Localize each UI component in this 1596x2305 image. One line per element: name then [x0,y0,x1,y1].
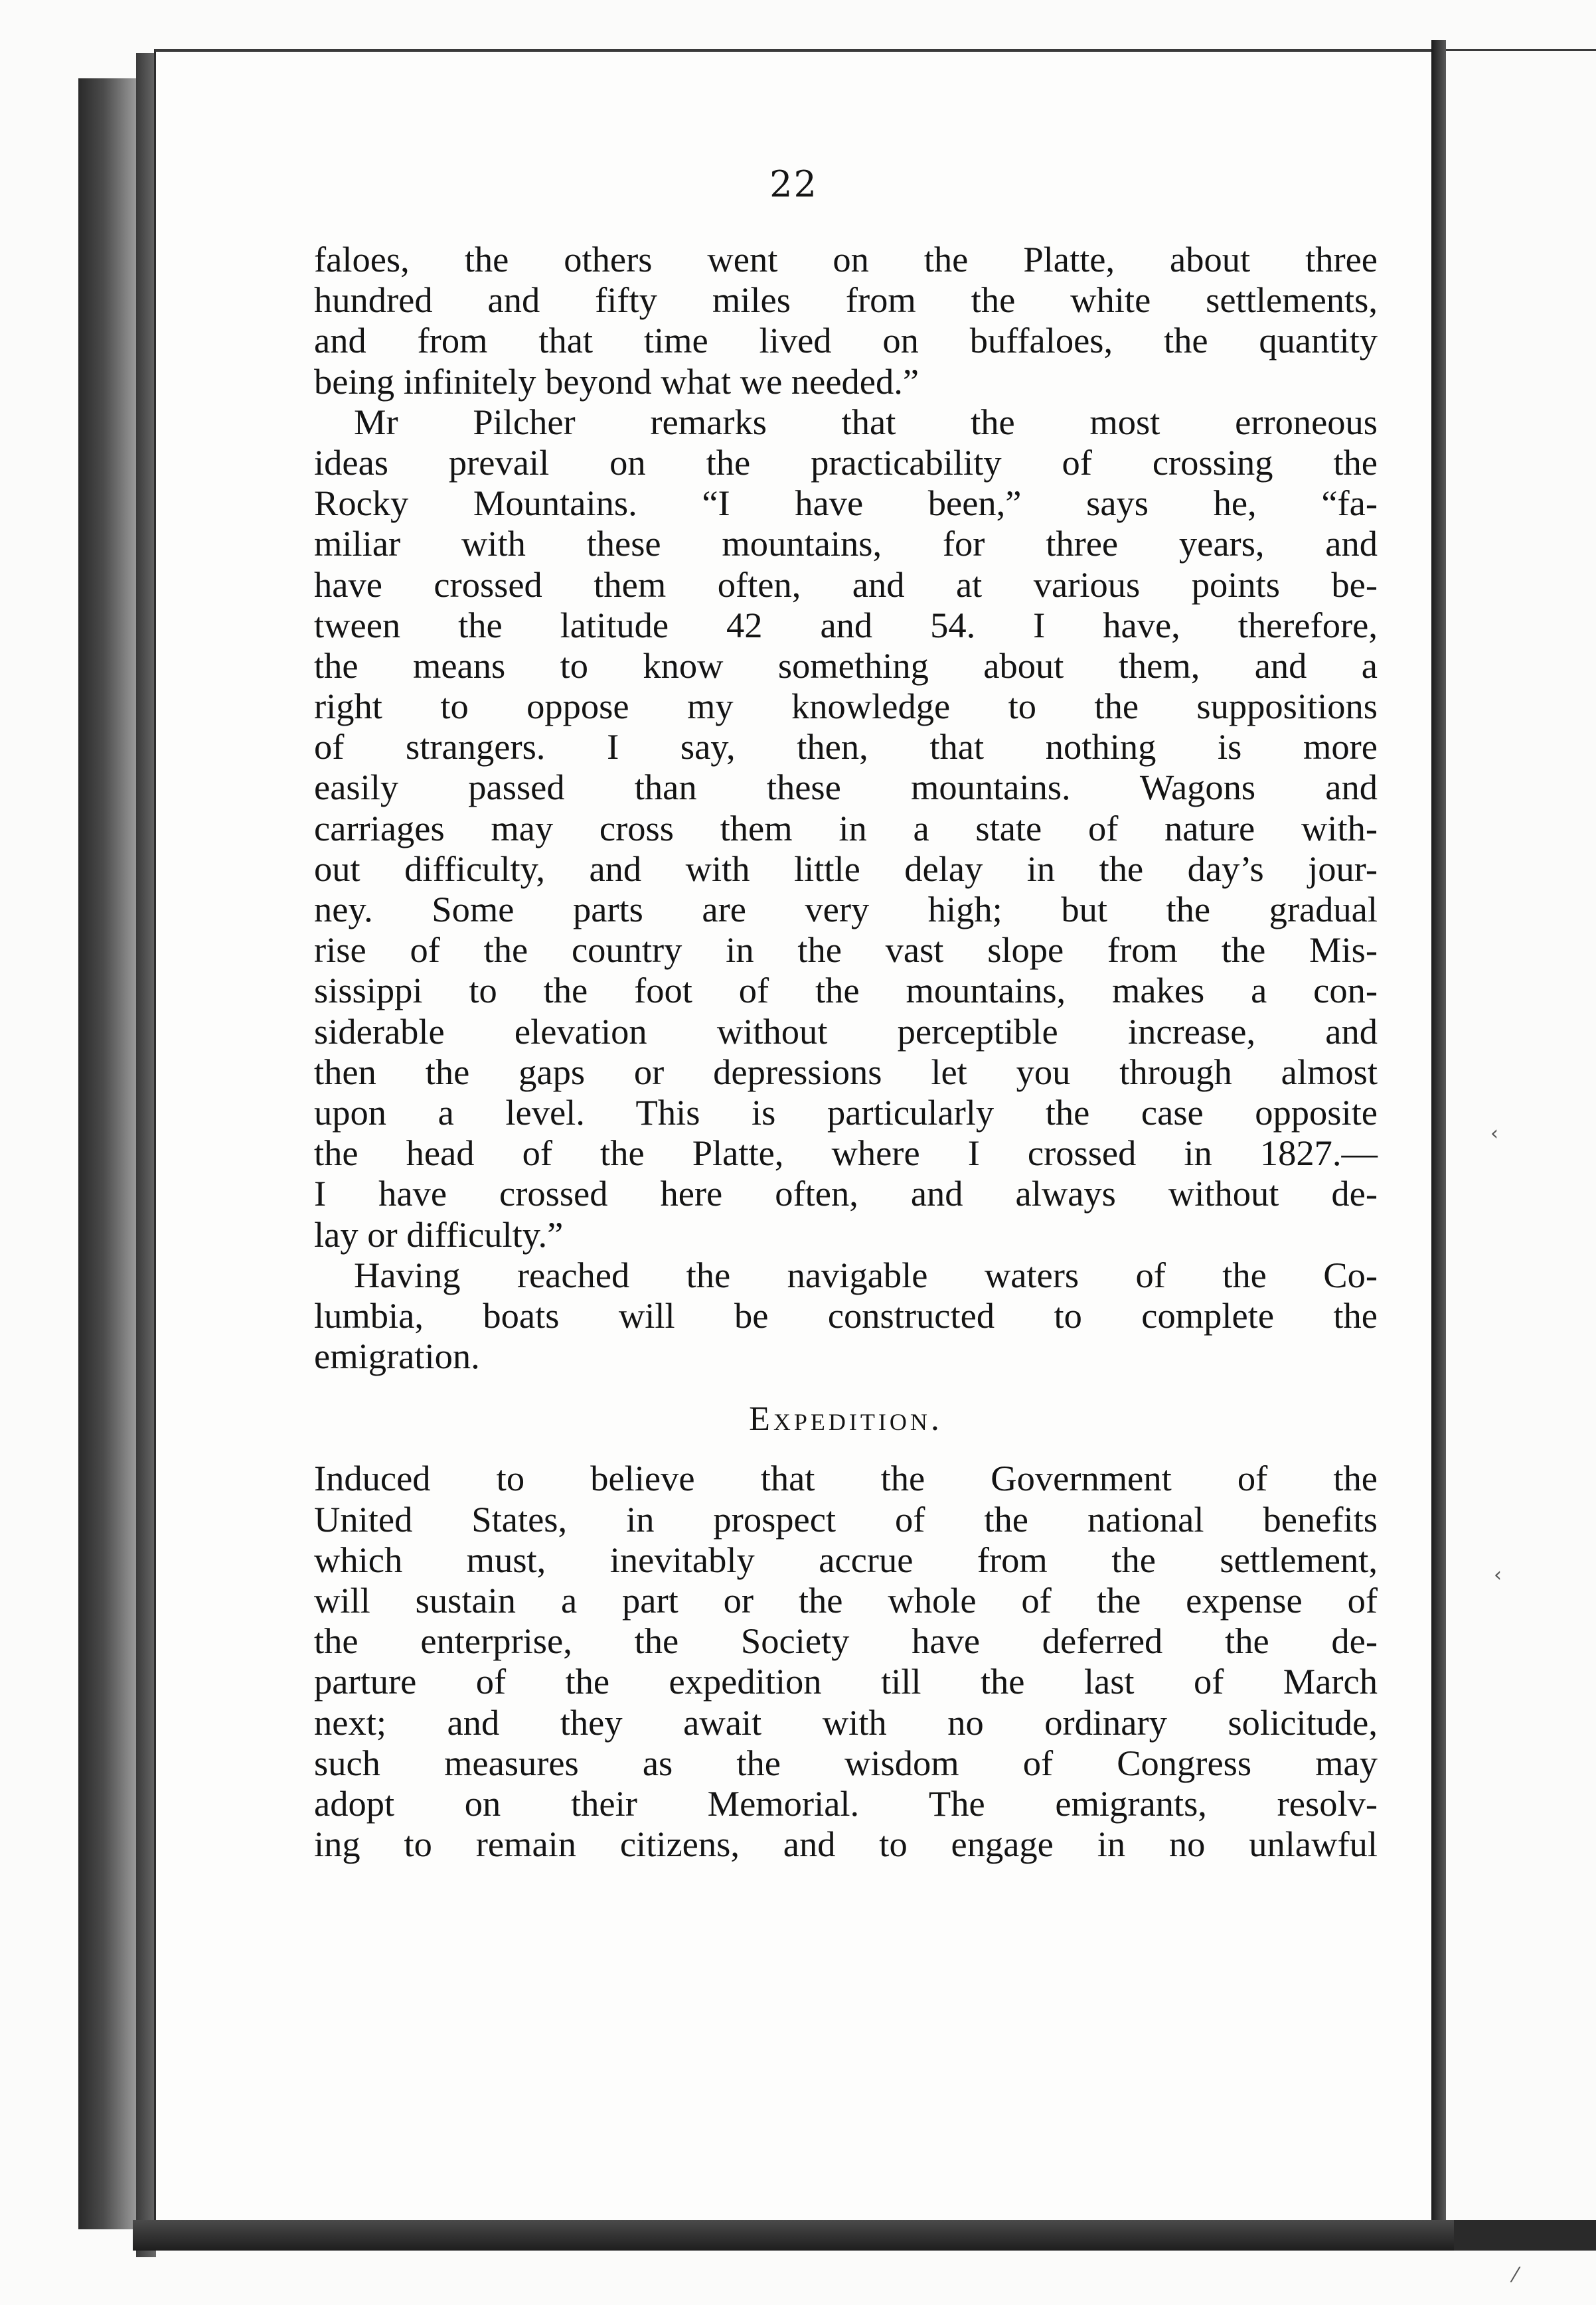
text-line: and from that time lived on buffaloes, the quantity [314,320,1378,361]
text-line: which must, inevitably accrue from the settlement, [314,1539,1378,1580]
text-line: Having reached the navigable waters of the Co- [354,1254,1378,1295]
text-line: the head of the Platte, where I crossed in 1827.— [314,1133,1378,1174]
text-line: ing to remain citizens, and to engage in no unlawful [314,1824,1378,1865]
text-line: lumbia, boats will be constructed to complete the [314,1295,1378,1336]
book-page [154,49,1431,2220]
facing-page [1446,49,1596,2222]
section-heading: Expedition. [749,1400,943,1439]
scan-mark: ⁄ [1514,2264,1518,2287]
text-line: siderable elevation without perceptible increase, and [314,1010,1378,1052]
text-line: hundred and fifty miles from the white settlements, [314,279,1378,321]
text-line: miliar with these mountains, for three years, and [314,523,1378,564]
text-line: Rocky Mountains. “I have been,” says he, “fa- [314,483,1378,524]
text-line: adopt on their Memorial. The emigrants, resolv- [314,1783,1378,1824]
text-line: will sustain a part or the whole of the expense of [314,1580,1378,1621]
text-line: next; and they await with no ordinary solicitude, [314,1702,1378,1743]
text-line: ney. Some parts are very high; but the gradual [314,889,1378,929]
text-line: sissippi to the foot of the mountains, makes a con- [314,970,1378,1011]
facing-page-bottom [1446,2220,1596,2251]
text-line: parture of the expedition till the last of March [314,1661,1378,1702]
text-line: then the gaps or depressions let you through almost [314,1051,1378,1092]
scan-mark: ‹ [1494,1563,1502,1587]
text-line: ideas prevail on the practicability of crossing the [314,441,1378,483]
book-spine-edge [136,53,156,2257]
text-line: lay or difficulty.” [314,1214,564,1255]
text-line: faloes, the others went on the Platte, about three [314,239,1378,279]
text-line: United States, in prospect of the national benefits [314,1498,1378,1540]
page-text [314,239,1378,1864]
text-line: the means to know something about them, and a [314,645,1378,686]
text-line: out difficulty, and with little delay in the day’s jour- [314,848,1378,889]
text-line: I have crossed here often, and always without de- [314,1173,1378,1214]
text-line: rise of the country in the vast slope from the Mis- [314,929,1378,971]
text-line: easily passed than these mountains. Wagons and [314,767,1378,808]
text-line: right to oppose my knowledge to the suppositions [314,686,1378,727]
right-gutter [1431,40,1446,2244]
text-line: the enterprise, the Society have deferred the de- [314,1621,1378,1662]
text-line: upon a level. This is particularly the case opposite [314,1091,1378,1133]
text-line: emigration. [314,1336,480,1377]
text-line: carriages may cross them in a state of nature with- [314,807,1378,848]
page-bottom-edge [133,2220,1454,2251]
text-line: being infinitely beyond what we needed.” [314,360,919,402]
text-line: tween the latitude 42 and 54. I have, therefore, [314,604,1378,645]
text-line: Induced to believe that the Government of the [314,1458,1378,1499]
text-line: of strangers. I say, then, that nothing is more [314,726,1378,767]
text-line: have crossed them often, and at various points be- [314,564,1378,605]
text-line: such measures as the wisdom of Congress may [314,1742,1378,1783]
page-number: 22 [769,163,818,205]
scan-mark: ‹ [1490,1122,1498,1145]
text-line: Mr Pilcher remarks that the most erroneous [354,401,1378,442]
